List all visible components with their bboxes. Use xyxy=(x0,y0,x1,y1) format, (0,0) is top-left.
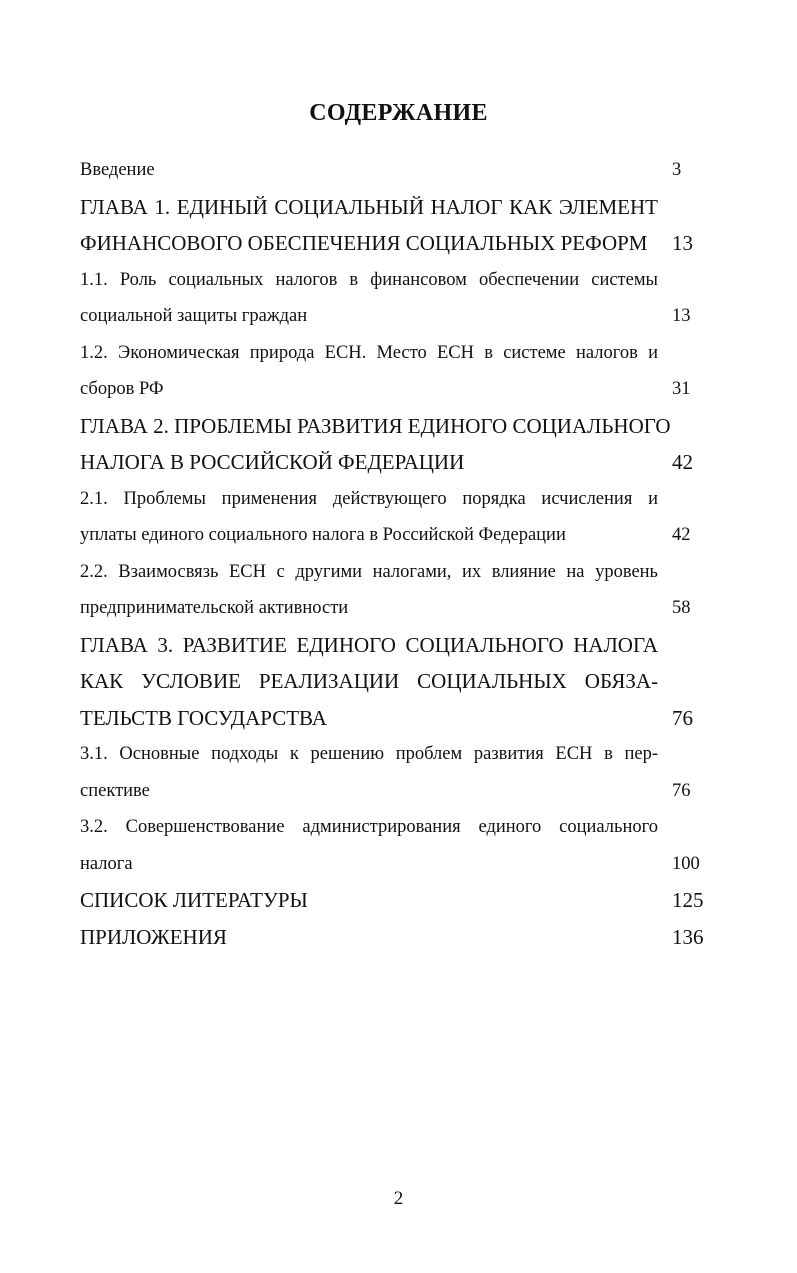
toc-page-number: 76 xyxy=(672,705,693,730)
toc-line xyxy=(80,481,706,518)
toc-page-number: 76 xyxy=(672,780,691,801)
toc-page-number: 125 xyxy=(672,888,704,912)
toc-line xyxy=(80,700,706,737)
toc-line-text: ТЕЛЬСТВ ГОСУДАРСТВА xyxy=(80,705,327,730)
toc-line xyxy=(80,262,706,299)
toc-line-text: предпринимательской активности xyxy=(80,598,349,618)
toc-line-text: ГЛАВА 3. РАЗВИТИЕ ЕДИНОГО СОЦИАЛЬНОГО НАЛОГА xyxy=(80,632,658,657)
toc-line-text: сборов РФ xyxy=(80,379,164,399)
toc-line-text: КАК УСЛОВИЕ РЕАЛИЗАЦИИ СОЦИАЛЬНЫХ ОБЯЗА- xyxy=(80,669,658,693)
toc-line xyxy=(80,298,706,335)
table-of-contents xyxy=(80,152,706,955)
page-number: 2 xyxy=(393,1188,404,1209)
toc-line xyxy=(80,152,706,189)
toc-section-entry xyxy=(80,262,706,335)
toc-chapter-entry xyxy=(80,627,706,737)
toc-line xyxy=(80,225,706,262)
toc-page-number: 100 xyxy=(672,853,700,874)
toc-line-text: СПИСОК ЛИТЕРАТУРЫ xyxy=(80,888,308,912)
toc-line-text: ПРИЛОЖЕНИЯ xyxy=(80,924,227,949)
toc-page-number: 42 xyxy=(672,450,693,474)
toc-page-number: 3 xyxy=(672,160,682,180)
toc-line-text: 2.1. Проблемы применения действующего порядка исчисления и xyxy=(80,488,658,509)
toc-line xyxy=(80,335,706,372)
toc-line xyxy=(80,627,706,664)
toc-section-entry xyxy=(80,809,706,882)
toc-line xyxy=(80,189,706,226)
toc-section-entry xyxy=(80,736,706,809)
toc-line-text: 1.1. Роль социальных налогов в финансовом обеспечении системы xyxy=(80,269,658,290)
toc-line xyxy=(80,517,706,554)
toc-line xyxy=(80,919,706,956)
toc-line xyxy=(80,408,706,445)
toc-chapter-entry xyxy=(80,882,706,919)
toc-page-number: 13 xyxy=(672,306,691,326)
toc-line-text: 2.2. Взаимосвязь ЕСН с другими налогами, их влияние на уровень xyxy=(80,561,658,582)
toc-line-text: спективе xyxy=(80,780,150,801)
toc-line xyxy=(80,554,706,591)
toc-page-number: 13 xyxy=(672,231,693,255)
toc-line-text: ГЛАВА 2. ПРОБЛЕМЫ РАЗВИТИЯ ЕДИНОГО СОЦИАЛЬНОГО xyxy=(80,413,671,438)
toc-line-text: налога xyxy=(80,853,133,874)
toc-line-text: социальной защиты граждан xyxy=(80,306,308,326)
toc-line-text: уплаты единого социального налога в Российской Федерации xyxy=(80,525,566,545)
toc-line-text: 1.2. Экономическая природа ЕСН. Место ЕСН в системе налогов и xyxy=(80,342,658,363)
toc-line xyxy=(80,846,706,883)
toc-line-text: 3.2. Совершенствование администрирования единого социального xyxy=(80,817,658,837)
toc-section-entry xyxy=(80,335,706,408)
toc-section-entry xyxy=(80,554,706,627)
toc-chapter-entry xyxy=(80,189,706,262)
toc-line xyxy=(80,736,706,773)
toc-page-number: 136 xyxy=(672,924,704,949)
toc-line-text: НАЛОГА В РОССИЙСКОЙ ФЕДЕРАЦИИ xyxy=(80,450,465,474)
toc-line-text: Введение xyxy=(80,160,155,180)
toc-line xyxy=(80,590,706,627)
toc-line xyxy=(80,773,706,810)
toc-line xyxy=(80,663,706,700)
toc-chapter-entry xyxy=(80,919,706,956)
toc-line xyxy=(80,371,706,408)
toc-line xyxy=(80,444,706,481)
toc-line-text: ГЛАВА 1. ЕДИНЫЙ СОЦИАЛЬНЫЙ НАЛОГ КАК ЭЛЕМЕНТ xyxy=(80,194,658,219)
toc-page-number: 42 xyxy=(672,525,691,545)
toc-section-entry xyxy=(80,481,706,554)
toc-line-text: 3.1. Основные подходы к решению проблем развития ЕСН в пер- xyxy=(80,744,658,764)
toc-page-number: 31 xyxy=(672,379,691,399)
toc-line xyxy=(80,809,706,846)
toc-line xyxy=(80,882,706,919)
toc-chapter-entry xyxy=(80,408,706,481)
page-title: СОДЕРЖАНИЕ xyxy=(309,100,488,126)
toc-page-number: 58 xyxy=(672,598,691,618)
toc-section-entry xyxy=(80,152,706,189)
toc-line-text: ФИНАНСОВОГО ОБЕСПЕЧЕНИЯ СОЦИАЛЬНЫХ РЕФОРМ xyxy=(80,231,648,255)
